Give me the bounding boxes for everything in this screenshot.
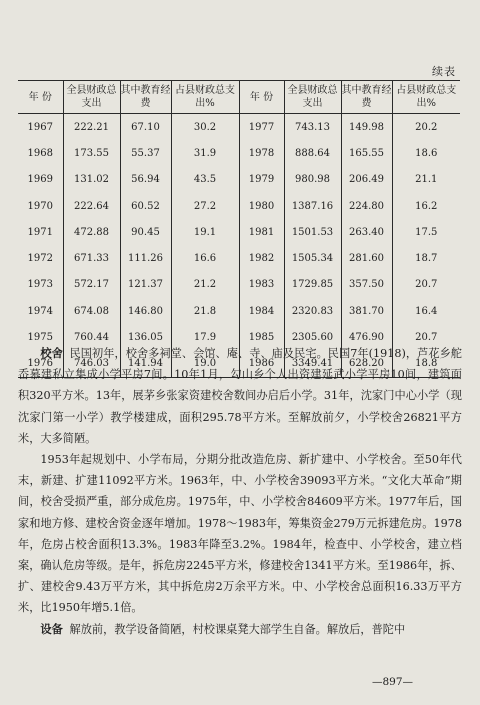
table-cell: 222.64: [63, 193, 120, 219]
table-cell: 16.2: [415, 200, 438, 212]
table-cell: 357.50: [341, 272, 392, 298]
table-row: [18, 193, 460, 219]
section-heading-xiaoshe: 校舍: [40, 346, 63, 360]
table-cell: 1505.34: [284, 245, 341, 271]
table-header-row: [18, 81, 460, 114]
table-cell: 19.0: [171, 351, 239, 377]
table-row: [18, 298, 460, 324]
table-cell: 1974: [18, 298, 63, 324]
table-cell: 1981: [239, 219, 284, 245]
table-row: [18, 140, 460, 166]
table-cell: 1978: [239, 140, 284, 166]
header-percentage-right: 占县财政总支出%: [392, 81, 460, 114]
table-cell: 1985: [239, 324, 284, 350]
table-cell: 55.37: [120, 140, 171, 166]
table-cell: 149.98: [341, 114, 392, 141]
table-cell: 31.9: [171, 140, 239, 166]
table-cell: 1977: [239, 114, 284, 141]
table-row: [18, 245, 460, 271]
table-cell: 224.80: [341, 193, 392, 219]
table-cell: 16.4: [415, 305, 438, 317]
table-cell: 743.13: [284, 114, 341, 141]
table-cell: 476.90: [341, 324, 392, 350]
paragraph-xiaoshe: [18, 343, 462, 449]
header-total-expenditure-left: 全县财政总支出: [63, 81, 120, 114]
table-cell: 165.55: [341, 140, 392, 166]
table-cell: 1967: [18, 114, 63, 141]
table-cell: 136.05: [120, 324, 171, 350]
table-cell: 1984: [239, 298, 284, 324]
table-cell: 281.60: [341, 245, 392, 271]
header-education-funds-left: 其中教育经费: [120, 81, 171, 114]
table-cell: 1982: [239, 245, 284, 271]
table-cell: 20.7: [415, 332, 438, 344]
table-cell: 1969: [18, 167, 63, 193]
paragraph-text: 民国初年，校舍多祠堂、会馆、庵、寺、庙及民宅。民国7年(1918)，芦花乡舵岙慕建私立集成小学平房7间。10年1月，勾山乡个人出资建延武小学平房10间，建筑面积320平方米。13年，展茅乡张家资建校舍数间办启后小学。31年，沈家门中心小学（现沈家门第一小学）教学楼建成，面积295.78平方米。至解放前夕，小学校舍26821平方米，大多简陋。: [18, 347, 462, 445]
table-cell: 16.6: [171, 245, 239, 271]
paragraph-shebei: [18, 619, 462, 640]
table-cell: 1729.85: [284, 272, 341, 298]
paragraph-xiaoshe-2: 1953年起规划中、小学布局，分期分批改造危房、新扩建中、小学校舍。至50年代末，新建、扩建11092平方米。1963年，中、小学校舍39093平方米。“文化大革命”期间，校舍受损严重，部分成危房。1975年，中、小学校舍84609平方米。1977年后，国家和地方修、建校舍资金逐年增加。1978～1983年，筹集资金279万元拆建危房。1978年，危房占校舍面积13.3%。1983年降至3.2%。1984年，检查中、小学校舍，建立档案，确认危房等级。是年，拆危房2245平方米，修建校舍1341平方米。至1986年，拆、扩、建校舍9.43万平方米，其中拆危房2万余平方米。中、小学校舍总面积16.33万平方米，比1950年增5.1倍。: [18, 453, 462, 615]
table-cell: 980.98: [284, 167, 341, 193]
table-row: [18, 167, 460, 193]
table-cell: 60.52: [120, 193, 171, 219]
table-cell: 746.03: [63, 351, 120, 377]
table-cell: 888.64: [284, 140, 341, 166]
table-cell: 131.02: [63, 167, 120, 193]
table-cell: 1983: [239, 272, 284, 298]
table-cell: 30.2: [171, 114, 239, 141]
table-cell: 18.7: [415, 253, 438, 265]
education-expenditure-table: [18, 80, 460, 378]
header-total-expenditure-right: 全县财政总支出: [284, 81, 341, 114]
table-cell: 1986: [239, 351, 284, 377]
table-cell: 1979: [239, 167, 284, 193]
table-cell: 472.88: [63, 219, 120, 245]
table-cell: 1501.53: [284, 219, 341, 245]
table-cell: 90.45: [120, 219, 171, 245]
table-cell: 146.80: [120, 298, 171, 324]
table-cell: 20.7: [415, 279, 438, 291]
table-cell: 67.10: [120, 114, 171, 141]
table-cell: 21.1: [415, 174, 438, 186]
table-cell: 2320.83: [284, 298, 341, 324]
table-cell: 173.55: [63, 140, 120, 166]
table-cell: 1972: [18, 245, 63, 271]
table-cell: 2305.60: [284, 324, 341, 350]
table-cell: 222.21: [63, 114, 120, 141]
table-cell: 21.2: [171, 272, 239, 298]
table-cell: 121.37: [120, 272, 171, 298]
table-cell: 1968: [18, 140, 63, 166]
table-cell: 20.2: [415, 121, 438, 133]
table-cell: 111.26: [120, 245, 171, 271]
header-year-right: 年 份: [239, 81, 284, 114]
page-number: —897—: [372, 676, 414, 688]
table-cell: 141.94: [120, 351, 171, 377]
table-cell: 572.17: [63, 272, 120, 298]
table-cell: 27.2: [171, 193, 239, 219]
header-education-funds-right: 其中教育经费: [341, 81, 392, 114]
table-cell: 21.8: [171, 298, 239, 324]
paragraph-text: 解放前，教学设备简陋，村校课桌凳大部学生自备。解放后，普陀中: [69, 622, 406, 636]
table-cell: 1973: [18, 272, 63, 298]
table-cell: 206.49: [341, 167, 392, 193]
table-cell: 43.5: [171, 167, 239, 193]
table-cell: 1971: [18, 219, 63, 245]
table-cell: 1975: [18, 324, 63, 350]
table-cell: 17.9: [171, 324, 239, 350]
table-row: [18, 219, 460, 245]
table-row: [18, 272, 460, 298]
table-cell: 3349.41: [284, 351, 341, 377]
header-percentage-left: 占县财政总支出%: [171, 81, 239, 114]
table-cell: 1976: [18, 351, 63, 377]
table-cell: 19.1: [171, 219, 239, 245]
section-heading-shebei: 设备: [40, 621, 63, 636]
table-cell: 381.70: [341, 298, 392, 324]
table-cell: 628.20: [341, 351, 392, 377]
table-cell: 1980: [239, 193, 284, 219]
table-cell: 18.8: [415, 358, 438, 370]
table-cell: 674.08: [63, 298, 120, 324]
table-cell: 760.44: [63, 324, 120, 350]
table-cell: 1387.16: [284, 193, 341, 219]
continued-label: 续表: [432, 65, 456, 78]
table-cell: 263.40: [341, 219, 392, 245]
table-cell: 17.5: [415, 226, 438, 238]
body-text: [18, 343, 462, 640]
table-cell: 56.94: [120, 167, 171, 193]
table-cell: 671.33: [63, 245, 120, 271]
table-cell: 1970: [18, 193, 63, 219]
table-row: [18, 114, 460, 141]
table-cell: 18.6: [415, 147, 438, 159]
header-year-left: 年 份: [18, 81, 63, 114]
